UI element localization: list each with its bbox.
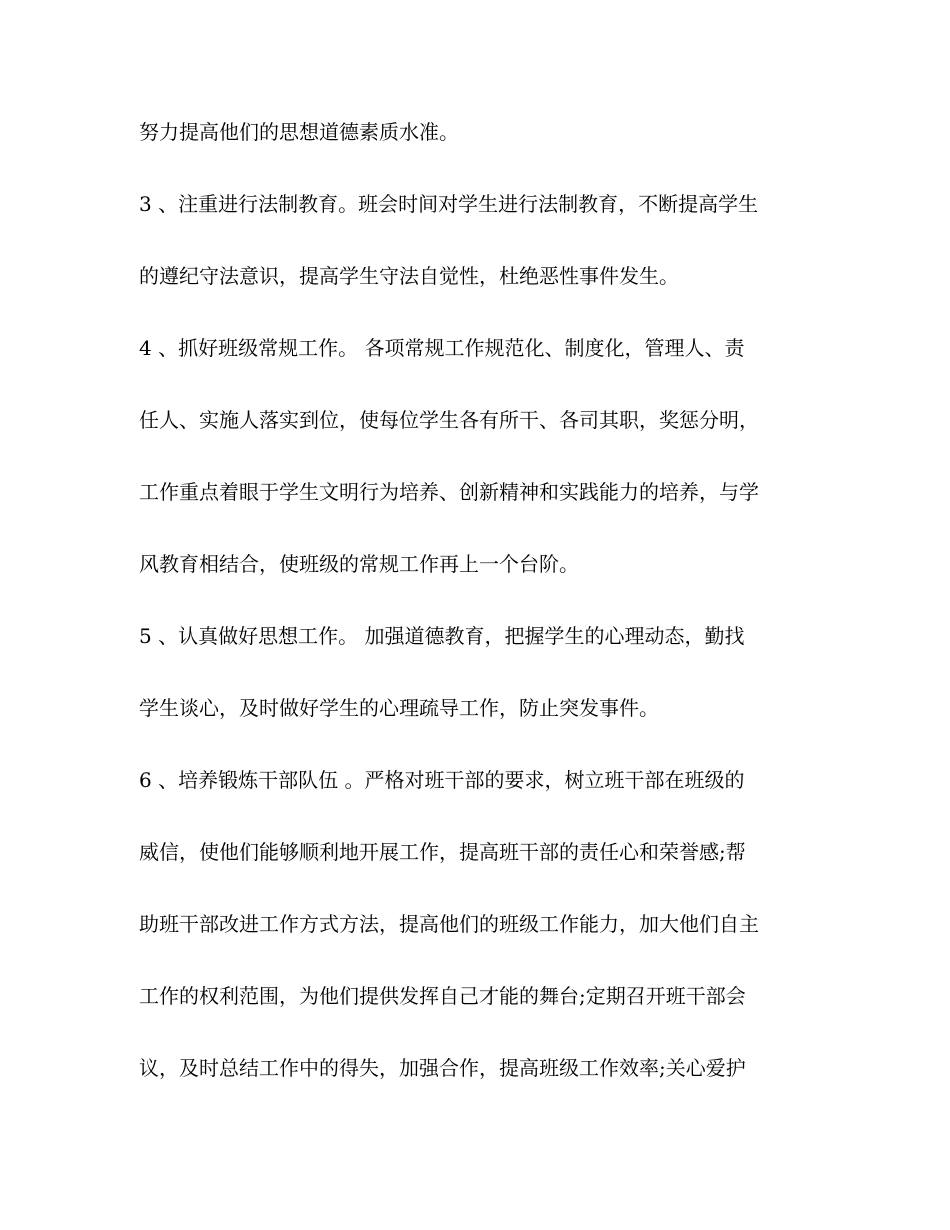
text-line: 工作重点着眼于学生文明行为培养、创新精神和实践能力的培养，与学	[139, 480, 759, 504]
text-line: 议，及时总结工作中的得失，加强合作，提高班级工作效率;关心爱护	[139, 1056, 746, 1080]
text-line: 学生谈心，及时做好学生的心理疏导工作，防止突发事件。	[139, 696, 659, 720]
text-line: 风教育相结合，使班级的常规工作再上一个台阶。	[139, 552, 579, 576]
text-line: 4 、抓好班级常规工作。 各项常规工作规范化、制度化，管理人、责	[139, 336, 745, 360]
document-body	[139, 120, 829, 1128]
text-line: 6 、培养锻炼干部队伍 。严格对班干部的要求，树立班干部在班级的	[139, 768, 745, 792]
text-line: 3 、注重进行法制教育。班会时间对学生进行法制教育，不断提高学生	[139, 192, 759, 216]
text-line: 5 、认真做好思想工作。 加强道德教育，把握学生的心理动态，勤找	[139, 624, 745, 648]
text-line: 威信，使他们能够顺利地开展工作，提高班干部的责任心和荣誉感;帮	[139, 840, 746, 864]
text-line: 任人、实施人落实到位，使每位学生各有所干、各司其职，奖惩分明，	[139, 408, 759, 432]
text-line: 助班干部改进工作方式方法，提高他们的班级工作能力，加大他们自主	[139, 912, 759, 936]
text-line: 工作的权利范围，为他们提供发挥自己才能的舞台;定期召开班干部会	[139, 984, 746, 1008]
text-line: 的遵纪守法意识，提高学生守法自觉性，杜绝恶性事件发生。	[139, 264, 679, 288]
text-line: 努力提高他们的思想道德素质水准。	[139, 120, 459, 144]
